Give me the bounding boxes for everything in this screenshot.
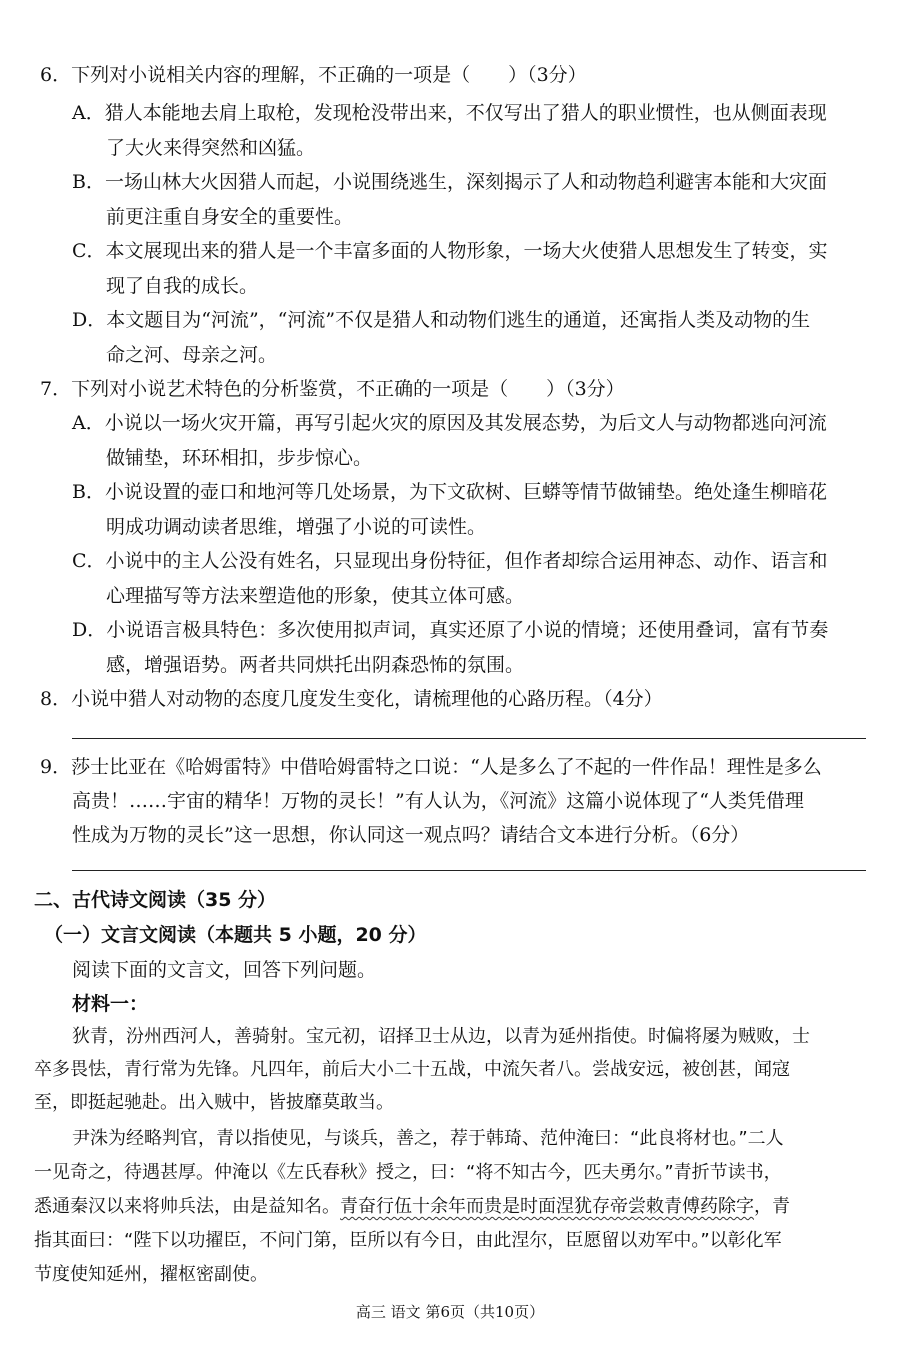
q9-stem-line-2: 高贵！……宇宙的精华！万物的灵长！”有人认为，《河流》这篇小说体现了“人类凭借理 <box>72 790 804 812</box>
q7-option-a-cont: 做铺垫，环环相扣，步步惊心。 <box>106 447 373 469</box>
passage-p2-line-5: 节度使知延州，擢枢密副使。 <box>34 1264 268 1285</box>
passage-p2-line-2: 一见奇之，待遇甚厚。仲淹以《左氏春秋》授之，曰：“将不知古今，匹夫勇尔。”青折节读书， <box>34 1162 782 1183</box>
q7-option-c: C．小说中的主人公没有姓名，只显现出身份特征，但作者却综合运用神态、动作、语言和 <box>72 550 828 572</box>
q6-option-c-cont: 现了自我的成长。 <box>106 275 259 297</box>
q8-stem: 8．小说中猎人对动物的态度几度发生变化，请梳理他的心路历程。（4分） <box>40 688 663 710</box>
passage-p2-line-3-end: ，青 <box>754 1196 790 1217</box>
q8-answer-line[interactable] <box>72 738 866 739</box>
q7-option-b-cont: 明成功调动读者思维，增强了小说的可读性。 <box>106 516 487 538</box>
q6-option-c: C．本文展现出来的猎人是一个丰富多面的人物形象，一场大火使猎人思想发生了转变，实 <box>72 240 828 262</box>
q6-option-a: A．猎人本能地去肩上取枪，发现枪没带出来，不仅写出了猎人的职业惯性，也从侧面表现 <box>72 102 827 124</box>
passage-p2-line-3 <box>34 1195 790 1219</box>
q6-option-a-cont: 了大火来得突然和凶猛。 <box>106 137 316 159</box>
q6-option-b: B．一场山林大火因猎人而起，小说围绕逃生，深刻揭示了人和动物趋利避害本能和大灾面 <box>72 171 827 193</box>
section-2-title: 二、古代诗文阅读（35 分） <box>34 889 277 911</box>
q6-stem: 6．下列对小说相关内容的理解，不正确的一项是（ ）（3分） <box>40 64 587 86</box>
passage-p1-line-3: 至，即挺起驰赴。出入贼中，皆披靡莫敢当。 <box>34 1092 394 1113</box>
q7-option-d-cont: 感，增强语势。两者共同烘托出阴森恐怖的氛围。 <box>106 654 525 676</box>
q6-option-b-cont: 前更注重自身安全的重要性。 <box>106 206 354 228</box>
q7-stem: 7．下列对小说艺术特色的分析鉴赏，不正确的一项是（ ）（3分） <box>40 378 625 400</box>
q9-stem-line-1: 9．莎士比亚在《哈姆雷特》中借哈姆雷特之口说：“人是多么了不起的一件作品！理性是多么 <box>40 756 822 778</box>
q7-option-a: A．小说以一场火灾开篇，再写引起火灾的原因及其发展态势，为后文人与动物都逃向河流 <box>72 412 827 434</box>
reading-instruction: 阅读下面的文言文，回答下列问题。 <box>72 959 377 981</box>
q6-option-d-cont: 命之河、母亲之河。 <box>106 344 278 366</box>
material-one-label: 材料一： <box>72 993 149 1015</box>
passage-p1-line-1: 狄青，汾州西河人，善骑射。宝元初，诏择卫士从边，以青为延州指使。时偏将屡为贼败，士 <box>72 1026 810 1047</box>
q7-option-d: D．小说语言极具特色：多次使用拟声词，真实还原了小说的情境；还使用叠词，富有节奏 <box>72 619 829 641</box>
q6-option-d: D．本文题目为“河流”，“河流”不仅是猎人和动物们逃生的通道，还寓指人类及动物的生 <box>72 309 811 331</box>
section-2-subtitle: （一）文言文阅读（本题共 5 小题，20 分） <box>44 924 427 946</box>
page-footer: 高三 语文 第6页（共10页） <box>355 1303 545 1321</box>
q7-option-c-cont: 心理描写等方法来塑造他的形象，使其立体可感。 <box>106 585 525 607</box>
q9-answer-line[interactable] <box>72 870 866 871</box>
passage-p2-line-3-start: 悉通秦汉以来将帅兵法，由是益知名。 <box>34 1196 340 1217</box>
passage-p1-line-2: 卒多畏怯，青行常为先锋。凡四年，前后大小二十五战，中流矢者八。尝战安远，被创甚，闻寇 <box>34 1059 790 1080</box>
passage-p2-line-4: 指其面曰：“陛下以功擢臣，不问门第，臣所以有今日，由此涅尔，臣愿留以劝军中。”以彰化军 <box>34 1230 782 1251</box>
q7-option-b: B．小说设置的壶口和地河等几处场景，为下文砍树、巨蟒等情节做铺垫。绝处逢生柳暗花 <box>72 481 827 503</box>
wavy-underlined-sentence: 青奋行伍十余年而贵是时面涅犹存帝尝敕青傅药除字 <box>340 1196 754 1217</box>
passage-p2-line-1: 尹洙为经略判官，青以指使见，与谈兵，善之，荐于韩琦、范仲淹曰：“此良将材也。”二人 <box>72 1128 784 1149</box>
q9-stem-line-3: 性成为万物的灵长”这一思想，你认同这一观点吗？请结合文本进行分析。（6分） <box>72 824 750 846</box>
